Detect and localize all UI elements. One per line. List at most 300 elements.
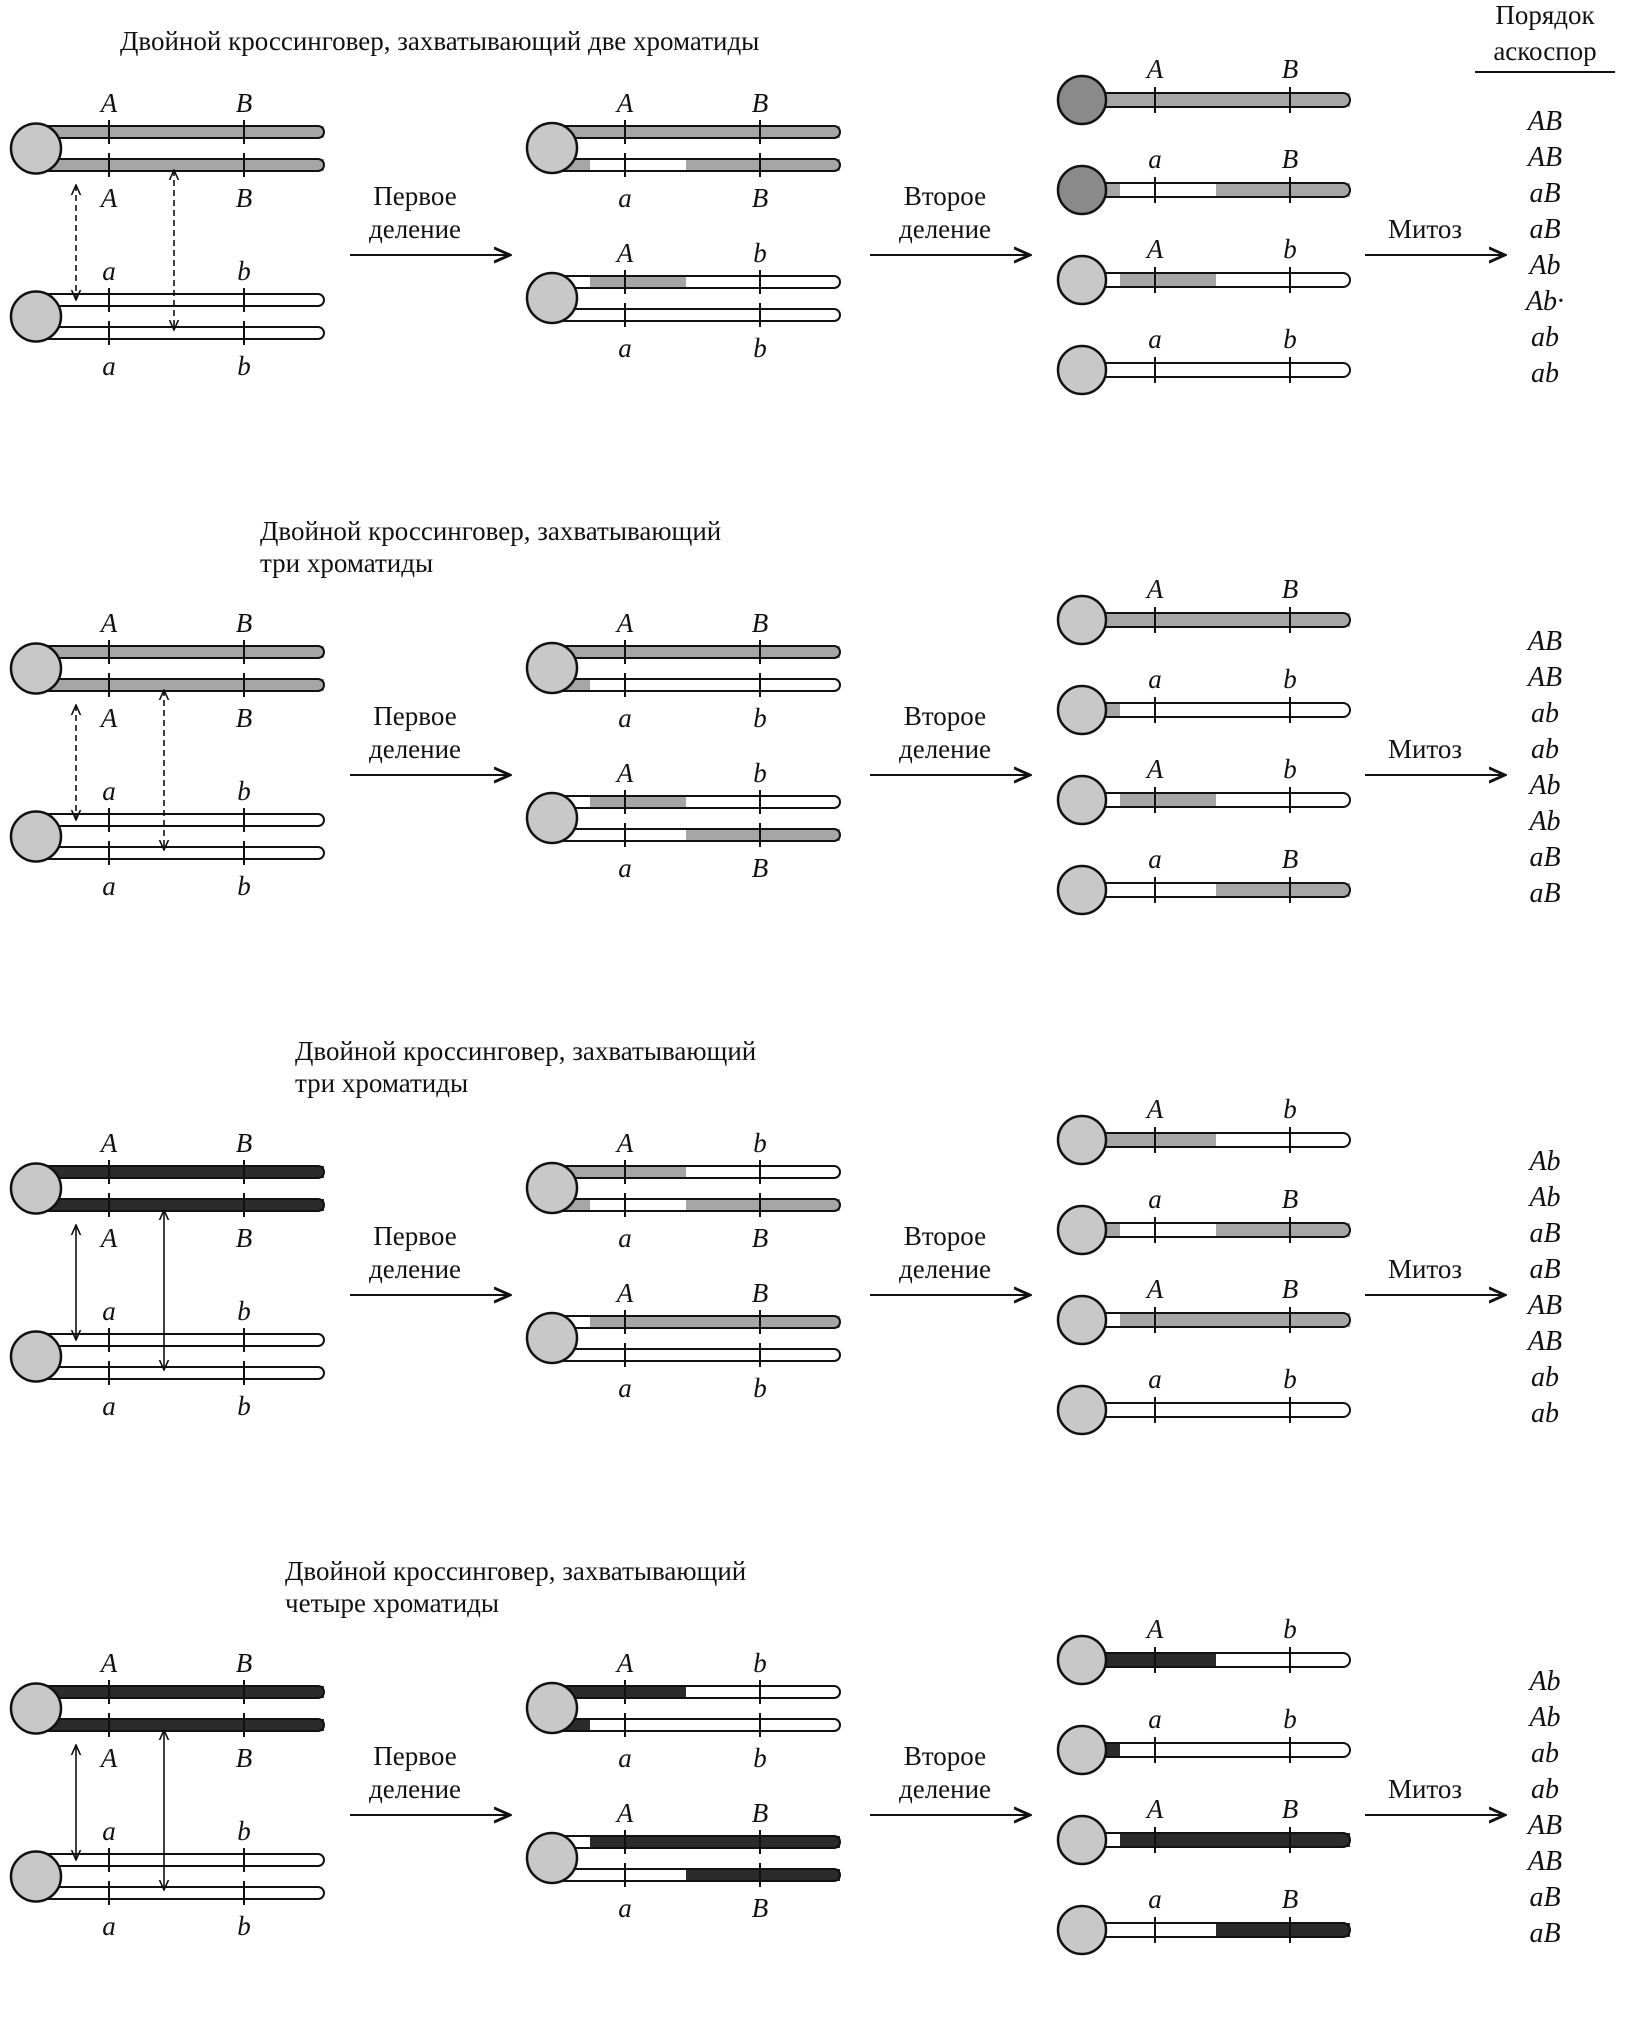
- ascospore-genotype: ab: [1531, 1738, 1559, 1769]
- spore-chromatid: [1080, 1397, 1350, 1423]
- chromatid-top: [34, 1848, 324, 1872]
- chromatid-bottom: [34, 153, 324, 177]
- gene-label: A: [1146, 1614, 1164, 1644]
- strand-segment: [590, 829, 686, 841]
- header-line-1: Порядок: [1495, 0, 1595, 30]
- gene-label: b: [1283, 1614, 1297, 1644]
- centromere: [11, 1684, 61, 1734]
- second-division-label: Второе: [903, 181, 987, 211]
- chromatid-top: [34, 1160, 324, 1184]
- second-division-label: Второе: [903, 701, 987, 731]
- centromere: [1058, 1296, 1106, 1344]
- strand-segment: [34, 1166, 324, 1178]
- strand-segment: [1120, 1653, 1216, 1667]
- strand-segment: [34, 847, 324, 859]
- dyad-chromatid-top: [550, 1160, 840, 1184]
- mitosis-label: Митоз: [1387, 734, 1463, 764]
- gene-label: a: [1148, 1184, 1162, 1214]
- spore-chromatid: [1080, 87, 1350, 113]
- dyad-chromatid-top: [550, 1830, 840, 1854]
- centromere: [11, 124, 61, 174]
- centromere: [527, 1833, 577, 1883]
- dyad-chromatid-bottom: [550, 1713, 840, 1737]
- gene-label: A: [100, 1128, 118, 1158]
- gene-label: B: [751, 608, 769, 638]
- gene-label: B: [235, 1128, 253, 1158]
- strand-segment: [1216, 273, 1350, 287]
- ascospore-genotype: Ab: [1529, 806, 1561, 837]
- strand-segment: [590, 1199, 686, 1211]
- gene-label: A: [616, 88, 634, 118]
- strand-segment: [1080, 613, 1350, 627]
- gene-label: a: [618, 1223, 632, 1253]
- strand-segment: [1120, 1923, 1216, 1937]
- chromatid-top: [34, 120, 324, 144]
- centromere: [527, 793, 577, 843]
- strand-segment: [1216, 183, 1350, 197]
- gene-label: A: [1146, 54, 1164, 84]
- centromere: [527, 273, 577, 323]
- strand-segment: [1120, 793, 1216, 807]
- gene-label: b: [753, 703, 767, 733]
- gene-label: B: [751, 1223, 769, 1253]
- ascospore-genotype: AB: [1527, 106, 1563, 137]
- gene-label: A: [1146, 1794, 1164, 1824]
- spore-chromatid: [1080, 1917, 1350, 1943]
- gene-label: B: [1281, 844, 1299, 874]
- spore-chromatid: [1080, 787, 1350, 813]
- spore-chromatid: [1080, 1127, 1350, 1153]
- gene-label: a: [102, 1911, 116, 1941]
- ascospore-genotype: aB: [1529, 1254, 1561, 1285]
- ascospore-genotype: AB: [1527, 142, 1563, 173]
- gene-label: b: [753, 1373, 767, 1403]
- strand-segment: [1216, 1133, 1350, 1147]
- centromere: [1058, 1636, 1106, 1684]
- strand-segment: [590, 159, 686, 171]
- centromere: [1058, 866, 1106, 914]
- gene-label: b: [1283, 1094, 1297, 1124]
- strand-segment: [1120, 183, 1216, 197]
- gene-label: A: [616, 1798, 634, 1828]
- ascospore-genotype: ab: [1531, 734, 1559, 765]
- strand-segment: [686, 796, 840, 808]
- gene-label: a: [618, 333, 632, 363]
- strand-segment: [550, 126, 840, 138]
- gene-label: b: [1283, 664, 1297, 694]
- spore-chromatid: [1080, 1307, 1350, 1333]
- panel-1: [11, 26, 1564, 394]
- gene-label: B: [235, 183, 253, 213]
- gene-label: b: [1283, 324, 1297, 354]
- gene-label: B: [1281, 1794, 1299, 1824]
- second-division-label: деление: [898, 214, 992, 244]
- strand-segment: [1080, 1403, 1350, 1417]
- second-division-label: Второе: [903, 1221, 987, 1251]
- second-division-label: Второе: [903, 1741, 987, 1771]
- gene-label: a: [1148, 324, 1162, 354]
- strand-segment: [34, 679, 324, 691]
- strand-segment: [34, 159, 324, 171]
- gene-label: A: [616, 1128, 634, 1158]
- gene-label: A: [1146, 1274, 1164, 1304]
- strand-segment: [1216, 1833, 1350, 1847]
- gene-label: b: [753, 758, 767, 788]
- gene-label: B: [1281, 54, 1299, 84]
- gene-label: B: [235, 1743, 253, 1773]
- strand-segment: [1080, 93, 1350, 107]
- gene-label: a: [618, 1373, 632, 1403]
- centromere: [1058, 596, 1106, 644]
- dyad-chromatid-bottom: [550, 823, 840, 847]
- gene-label: B: [751, 853, 769, 883]
- strand-segment: [34, 814, 324, 826]
- gene-label: B: [235, 1648, 253, 1678]
- gene-label: A: [100, 703, 118, 733]
- centromere: [1058, 1816, 1106, 1864]
- strand-segment: [34, 1719, 324, 1731]
- first-division-label: Первое: [373, 701, 457, 731]
- gene-label: B: [235, 88, 253, 118]
- chromatid-bottom: [34, 841, 324, 865]
- ascospore-genotype: aB: [1529, 842, 1561, 873]
- strand-segment: [1120, 273, 1216, 287]
- gene-label: B: [235, 608, 253, 638]
- gene-label: A: [100, 183, 118, 213]
- first-division-label: деление: [368, 734, 462, 764]
- strand-segment: [590, 276, 686, 288]
- gene-label: b: [753, 1743, 767, 1773]
- gene-label: a: [1148, 1704, 1162, 1734]
- strand-segment: [1216, 883, 1350, 897]
- strand-segment: [1216, 703, 1350, 717]
- centromere: [1058, 1206, 1106, 1254]
- chromatid-bottom: [34, 1361, 324, 1385]
- strand-segment: [34, 1887, 324, 1899]
- ascospore-genotype: ab: [1531, 1362, 1559, 1393]
- strand-segment: [1120, 703, 1216, 717]
- gene-label: B: [1281, 574, 1299, 604]
- chromatid-bottom: [34, 1881, 324, 1905]
- centromere: [1058, 1116, 1106, 1164]
- gene-label: B: [751, 88, 769, 118]
- gene-label: b: [237, 776, 251, 806]
- centromere: [1058, 76, 1106, 124]
- gene-label: b: [237, 1816, 251, 1846]
- first-division-label: деление: [368, 1774, 462, 1804]
- spore-chromatid: [1080, 177, 1350, 203]
- ascospore-genotype: AB: [1527, 626, 1563, 657]
- centromere: [11, 812, 61, 862]
- dyad-chromatid-top: [550, 790, 840, 814]
- strand-segment: [686, 1166, 840, 1178]
- strand-segment: [1120, 883, 1216, 897]
- dyad-chromatid-bottom: [550, 1863, 840, 1887]
- gene-label: b: [1283, 1704, 1297, 1734]
- gene-label: b: [753, 238, 767, 268]
- chromatid-top: [34, 288, 324, 312]
- gene-label: A: [616, 1278, 634, 1308]
- ascospore-genotype: AB: [1527, 1326, 1563, 1357]
- mitosis-label: Митоз: [1387, 214, 1463, 244]
- gene-label: b: [237, 871, 251, 901]
- ascospore-genotype: Ab: [1529, 770, 1561, 801]
- panel-4: [11, 1556, 1562, 1954]
- strand-segment: [686, 1869, 840, 1881]
- spore-chromatid: [1080, 1737, 1350, 1763]
- ascospore-order-header: [1475, 0, 1615, 72]
- gene-label: a: [102, 1391, 116, 1421]
- strand-segment: [1080, 363, 1350, 377]
- spore-chromatid: [1080, 267, 1350, 293]
- ascospore-genotype: Ab: [1529, 1146, 1561, 1177]
- panel-3: [11, 1036, 1562, 1434]
- gene-label: a: [102, 776, 116, 806]
- dyad-chromatid-bottom: [550, 673, 840, 697]
- ascospore-genotype: AB: [1527, 1810, 1563, 1841]
- centromere: [11, 644, 61, 694]
- centromere: [11, 1852, 61, 1902]
- strand-segment: [550, 646, 840, 658]
- strand-segment: [550, 1349, 840, 1361]
- centromere: [527, 1313, 577, 1363]
- strand-segment: [686, 829, 840, 841]
- gene-label: a: [1148, 1364, 1162, 1394]
- strand-segment: [590, 1836, 686, 1848]
- centromere: [1058, 686, 1106, 734]
- panel-title: Двойной кроссинговер, захватывающий: [295, 1036, 757, 1066]
- strand-segment: [590, 1869, 686, 1881]
- centromere: [527, 123, 577, 173]
- header-line-2: аскоспор: [1493, 36, 1597, 66]
- gene-label: A: [100, 88, 118, 118]
- spore-chromatid: [1080, 1217, 1350, 1243]
- gene-label: A: [616, 758, 634, 788]
- mitosis-label: Митоз: [1387, 1774, 1463, 1804]
- gene-label: A: [1146, 574, 1164, 604]
- gene-label: A: [100, 608, 118, 638]
- gene-label: B: [1281, 144, 1299, 174]
- gene-label: a: [618, 1893, 632, 1923]
- gene-label: b: [237, 1911, 251, 1941]
- second-division-label: деление: [898, 1254, 992, 1284]
- strand-segment: [686, 1316, 840, 1328]
- centromere: [1058, 346, 1106, 394]
- strand-segment: [1216, 793, 1350, 807]
- centromere: [11, 292, 61, 342]
- dyad-chromatid-top: [550, 1310, 840, 1334]
- gene-label: a: [618, 183, 632, 213]
- gene-label: B: [751, 1798, 769, 1828]
- gene-label: B: [751, 1893, 769, 1923]
- panel-title: Двойной кроссинговер, захватывающий: [285, 1556, 747, 1586]
- strand-segment: [590, 1719, 686, 1731]
- strand-segment: [34, 1334, 324, 1346]
- strand-segment: [34, 1367, 324, 1379]
- centromere: [11, 1164, 61, 1214]
- strand-segment: [686, 1836, 840, 1848]
- centromere: [1058, 256, 1106, 304]
- gene-label: b: [753, 333, 767, 363]
- strand-segment: [1216, 1743, 1350, 1757]
- gene-label: a: [102, 1296, 116, 1326]
- centromere: [527, 1683, 577, 1733]
- gene-label: a: [618, 703, 632, 733]
- ascospore-genotype: ab: [1531, 358, 1559, 389]
- spore-chromatid: [1080, 1827, 1350, 1853]
- chromatid-top: [34, 640, 324, 664]
- dyad-chromatid-bottom: [550, 1343, 840, 1367]
- gene-label: a: [1148, 144, 1162, 174]
- strand-segment: [1120, 1833, 1216, 1847]
- strand-segment: [1216, 1923, 1350, 1937]
- panel-title: Двойной кроссинговер, захватывающий: [260, 516, 722, 546]
- centromere: [527, 1163, 577, 1213]
- gene-label: a: [618, 853, 632, 883]
- strand-segment: [34, 1854, 324, 1866]
- gene-label: B: [1281, 1274, 1299, 1304]
- strand-segment: [1120, 1313, 1216, 1327]
- strand-segment: [686, 679, 840, 691]
- centromere: [11, 1332, 61, 1382]
- gene-label: a: [1148, 844, 1162, 874]
- strand-segment: [34, 1686, 324, 1698]
- spore-chromatid: [1080, 877, 1350, 903]
- gene-label: a: [618, 1743, 632, 1773]
- strand-segment: [34, 126, 324, 138]
- strand-segment: [1216, 1223, 1350, 1237]
- ascospore-genotype: aB: [1529, 1882, 1561, 1913]
- panel-title: Двойной кроссинговер, захватывающий две хроматиды: [120, 26, 760, 56]
- ascospore-genotype: Ab: [1529, 1666, 1561, 1697]
- ascospore-genotype: aB: [1529, 878, 1561, 909]
- gene-label: A: [1146, 1094, 1164, 1124]
- strand-segment: [1216, 1313, 1350, 1327]
- gene-label: A: [100, 1648, 118, 1678]
- dyad-chromatid-top: [550, 270, 840, 294]
- gene-label: b: [1283, 1364, 1297, 1394]
- strand-segment: [590, 1166, 686, 1178]
- ascospore-genotype: ab: [1531, 1774, 1559, 1805]
- dyad-chromatid-top: [550, 120, 840, 144]
- ascospore-genotype: aB: [1529, 214, 1561, 245]
- ascospore-genotype: Ab: [1529, 1702, 1561, 1733]
- spore-chromatid: [1080, 357, 1350, 383]
- strand-segment: [590, 796, 686, 808]
- ascospore-genotype: Ab: [1529, 250, 1561, 281]
- gene-label: b: [1283, 234, 1297, 264]
- first-division-label: Первое: [373, 1741, 457, 1771]
- ascospore-genotype: aB: [1529, 1218, 1561, 1249]
- strand-segment: [34, 327, 324, 339]
- centromere: [1058, 1386, 1106, 1434]
- ascospore-genotype: AB: [1527, 1846, 1563, 1877]
- ascospore-genotype: AB: [1527, 1290, 1563, 1321]
- spore-chromatid: [1080, 607, 1350, 633]
- gene-label: B: [235, 1223, 253, 1253]
- second-division-label: деление: [898, 734, 992, 764]
- panel-2: [11, 516, 1562, 914]
- dyad-chromatid-bottom: [550, 153, 840, 177]
- chromatid-top: [34, 1328, 324, 1352]
- dyad-chromatid-bottom: [550, 1193, 840, 1217]
- ascospore-genotype: ab: [1531, 698, 1559, 729]
- mitosis-label: Митоз: [1387, 1254, 1463, 1284]
- ascospore-genotype: aB: [1529, 1918, 1561, 1949]
- panel-title: три хроматиды: [260, 548, 434, 578]
- second-division-label: деление: [898, 1774, 992, 1804]
- centromere: [1058, 166, 1106, 214]
- dyad-chromatid-top: [550, 640, 840, 664]
- centromere: [1058, 776, 1106, 824]
- chromatid-top: [34, 1680, 324, 1704]
- gene-label: A: [616, 238, 634, 268]
- strand-segment: [34, 646, 324, 658]
- centromere: [1058, 1906, 1106, 1954]
- gene-label: A: [1146, 234, 1164, 264]
- strand-segment: [34, 294, 324, 306]
- chromatid-bottom: [34, 321, 324, 345]
- gene-label: a: [102, 256, 116, 286]
- spore-chromatid: [1080, 1647, 1350, 1673]
- gene-label: b: [237, 1391, 251, 1421]
- strand-segment: [590, 679, 686, 691]
- gene-label: b: [753, 1128, 767, 1158]
- ascospore-genotype: Ab: [1529, 1182, 1561, 1213]
- strand-segment: [34, 1199, 324, 1211]
- gene-label: A: [100, 1223, 118, 1253]
- strand-segment: [686, 1686, 840, 1698]
- gene-label: a: [102, 1816, 116, 1846]
- strand-segment: [1120, 1133, 1216, 1147]
- gene-label: b: [1283, 754, 1297, 784]
- panel-title: три хроматиды: [295, 1068, 469, 1098]
- ascospore-genotype: ab: [1531, 1398, 1559, 1429]
- gene-label: B: [1281, 1884, 1299, 1914]
- gene-label: A: [616, 1648, 634, 1678]
- dyad-chromatid-bottom: [550, 303, 840, 327]
- gene-label: a: [102, 871, 116, 901]
- gene-label: A: [1146, 754, 1164, 784]
- first-division-label: деление: [368, 1254, 462, 1284]
- spore-chromatid: [1080, 697, 1350, 723]
- gene-label: a: [1148, 664, 1162, 694]
- ascospore-genotype: ab: [1531, 322, 1559, 353]
- gene-label: B: [751, 1278, 769, 1308]
- ascospore-genotype: Ab·: [1525, 286, 1565, 317]
- ascospore-genotype: aB: [1529, 178, 1561, 209]
- strand-segment: [686, 1719, 840, 1731]
- first-division-label: деление: [368, 214, 462, 244]
- dyad-chromatid-top: [550, 1680, 840, 1704]
- strand-segment: [550, 309, 840, 321]
- strand-segment: [686, 159, 840, 171]
- gene-label: A: [100, 1743, 118, 1773]
- centromere: [527, 643, 577, 693]
- centromere: [1058, 1726, 1106, 1774]
- gene-label: b: [237, 351, 251, 381]
- gene-label: b: [753, 1648, 767, 1678]
- gene-label: b: [237, 256, 251, 286]
- chromatid-bottom: [34, 1713, 324, 1737]
- gene-label: B: [235, 703, 253, 733]
- gene-label: A: [616, 608, 634, 638]
- strand-segment: [590, 1686, 686, 1698]
- gene-label: b: [237, 1296, 251, 1326]
- first-division-label: Первое: [373, 181, 457, 211]
- gene-label: B: [751, 183, 769, 213]
- gene-label: a: [102, 351, 116, 381]
